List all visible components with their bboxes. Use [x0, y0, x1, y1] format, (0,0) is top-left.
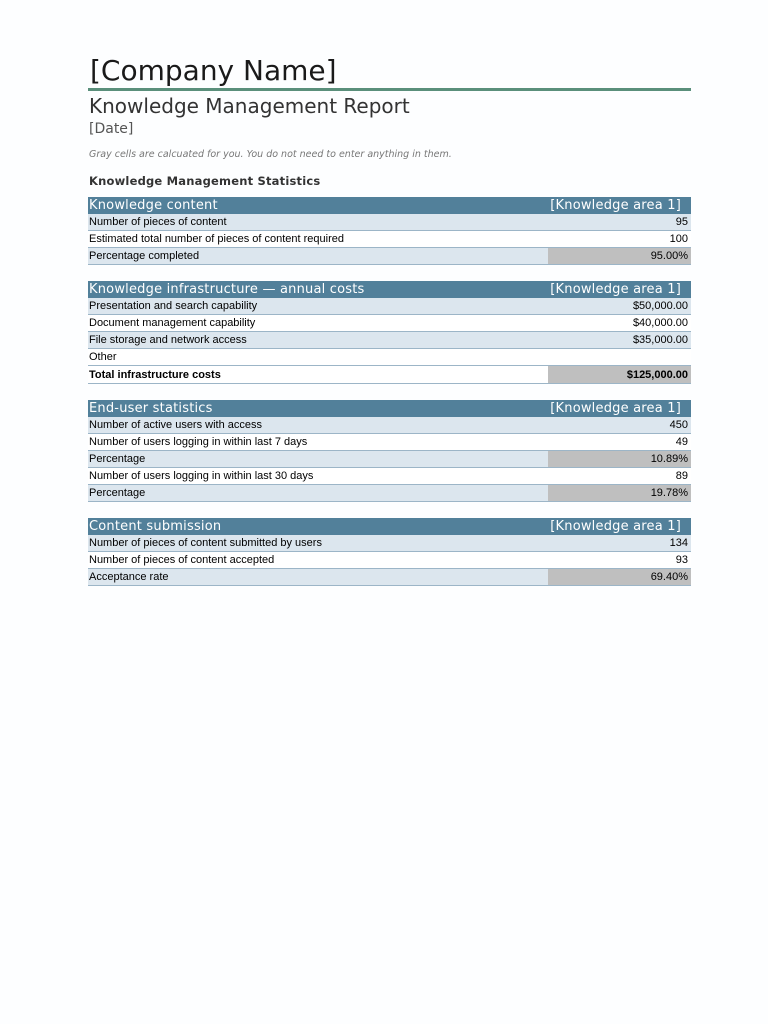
knowledge-area-column[interactable]: [Knowledge area 1] [550, 401, 681, 416]
row-label: Document management capability [89, 317, 256, 329]
row-label: File storage and network access [89, 334, 247, 346]
section-knowledge-infrastructure [88, 281, 691, 384]
section-title: Content submission [89, 519, 222, 534]
calculated-cell: 95.00% [548, 248, 691, 264]
table-row [88, 332, 691, 349]
section-header [88, 197, 691, 214]
value-cell[interactable]: 89 [675, 470, 688, 482]
report-date[interactable]: [Date] [89, 121, 134, 137]
knowledge-area-column[interactable]: [Knowledge area 1] [550, 519, 681, 534]
calculated-cell: 69.40% [548, 569, 691, 585]
section-knowledge-content [88, 197, 691, 265]
row-label: Number of users logging in within last 7 days [89, 436, 308, 448]
value-cell[interactable]: $35,000.00 [632, 334, 688, 346]
value-cell[interactable]: 134 [669, 537, 688, 549]
table-row [88, 298, 691, 315]
row-label: Presentation and search capability [89, 300, 258, 312]
row-label: Percentage [89, 453, 146, 465]
section-header [88, 281, 691, 298]
table-row [88, 248, 691, 265]
table-row [88, 485, 691, 502]
table-row [88, 315, 691, 332]
calculated-cell: 10.89% [548, 451, 691, 467]
calculated-cell: $125,000.00 [548, 366, 691, 383]
section-title: Knowledge infrastructure — annual costs [89, 282, 365, 297]
calculated-cell: 19.78% [548, 485, 691, 501]
row-label: Acceptance rate [89, 571, 169, 583]
stats-heading: Knowledge Management Statistics [89, 174, 321, 188]
table-row [88, 552, 691, 569]
row-label: Total infrastructure costs [89, 368, 221, 381]
section-title: End-user statistics [89, 401, 213, 416]
section-end-user-statistics [88, 400, 691, 502]
knowledge-area-column[interactable]: [Knowledge area 1] [550, 198, 681, 213]
value-cell[interactable]: 450 [669, 419, 688, 431]
table-row [88, 451, 691, 468]
row-label: Other [89, 351, 117, 363]
row-label: Number of pieces of content [89, 216, 227, 228]
value-cell[interactable]: 100 [669, 233, 688, 245]
section-content-submission [88, 518, 691, 586]
table-row [88, 569, 691, 586]
row-label: Number of pieces of content submitted by users [89, 537, 322, 549]
section-header [88, 518, 691, 535]
value-cell[interactable]: 93 [675, 554, 688, 566]
table-row [88, 214, 691, 231]
value-cell[interactable] [548, 349, 691, 365]
value-cell[interactable]: 95 [675, 216, 688, 228]
report-page [88, 54, 691, 586]
table-row [88, 231, 691, 248]
table-row [88, 349, 691, 366]
table-row-total [88, 366, 691, 384]
section-title: Knowledge content [89, 198, 218, 213]
report-title[interactable]: Knowledge Management Report [89, 94, 410, 118]
table-row [88, 434, 691, 451]
table-row [88, 468, 691, 485]
value-cell[interactable]: $40,000.00 [632, 317, 688, 329]
value-cell[interactable]: 49 [675, 436, 688, 448]
company-name[interactable]: [Company Name] [90, 54, 337, 87]
row-label: Number of active users with access [89, 419, 263, 431]
knowledge-area-column[interactable]: [Knowledge area 1] [550, 282, 681, 297]
row-label: Estimated total number of pieces of content required [89, 233, 344, 245]
row-label: Percentage [89, 487, 146, 499]
table-row [88, 417, 691, 434]
row-label: Number of users logging in within last 30 days [89, 470, 314, 482]
row-label: Number of pieces of content accepted [89, 554, 275, 566]
section-header [88, 400, 691, 417]
row-label: Percentage completed [89, 250, 200, 262]
value-cell[interactable]: $50,000.00 [632, 300, 688, 312]
instructions-note: Gray cells are calcuated for you. You do not need to enter anything in them. [89, 149, 452, 160]
title-rule [88, 88, 691, 91]
table-row [88, 535, 691, 552]
